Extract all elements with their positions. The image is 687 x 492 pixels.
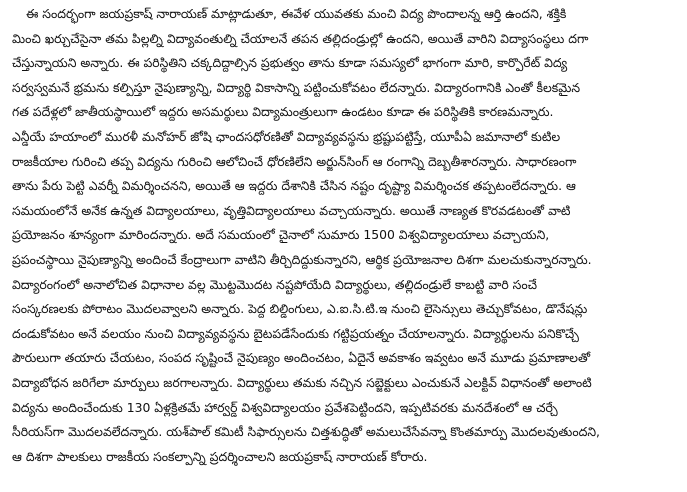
paragraph-line: సమయంలోనే అనేక ఉన్నత విద్యాలయాలు, వృత్తివిద్యాలయాలు వచ్చాయన్నారు. అయితే నాణ్యత కొరవడటంతో వాటి [12,202,571,218]
paragraph-line: ప్రయోజనం శూన్యంగా మారిందన్నారు. అదే సమయంలో చైనాలో సుమారు 1500 విశ్వవిద్యాలయాలు వచ్చాయని, [12,227,550,243]
paragraph-line: పౌరులుగా తయారు చేయటం, సంపద సృష్టించే నైపుణ్యం అందించటం, ఏదైనే అవకాశం ఇవ్వటం అనే మూడు ప్రమాణాలతో [12,350,591,366]
paragraph-line: రాజకీయాల గురించి తప్ప విద్యను గురించి ఆలోచించే ధోరణిలేని అర్జున్‌సింగ్ ఆ రంగాన్ని దెబ్బతీశారన్నారు. సాధారణంగా [12,153,577,169]
paragraph-line: విద్యారంగంలో అనాలోచిత విధానాల వల్ల మొట్టమొదట నష్టపోయేది విద్యార్థులు, తల్లిదండ్రులే కాబట్టి వారి సంచే [12,276,538,292]
paragraph-line: సంస్కరణలకు పోరాటం మొదలవ్వాలని అన్నారు. పెద్ద బిల్డింగులు, ఎ.ఐ.సి.టి.ఇ నుంచి లైసెన్సులు తెచ్చుకోవటం, డొనేషన్లు [12,301,588,317]
paragraph-line: దండుకోవటం అనే వలయం నుంచి విద్యావ్యవస్థను బైటపడేసేందుకు గట్టిప్రయత్నం చేయాలన్నారు. విద్యార్థులను పనికొచ్చే [12,325,579,341]
paragraph-line: విద్యను అందించేందుకు 130 ఏళ్లక్రితమే హార్వర్డ్ విశ్వవిద్యాలయం ప్రవేశపెట్టిందని, ఇప్పటివరకు మనదేశంలో ఆ చర్చే [12,399,558,415]
paragraph-line: విద్యాబోధన జరిగేలా మార్పులు జరగాలన్నారు. విద్యార్థులు తమకు నచ్చిన సబ్జెక్టులు ఎంచుకునే ఎలక్టివ్ విధానంతో అలాంటి [12,374,592,390]
paragraph-line: గత పదేళ్లలో జాతీయస్థాయిలో ఇద్దరు అసమర్థులు విద్యామంత్రులుగా ఉండటం కూడా ఈ పరిస్థితికి కారణమన్నారు. [12,104,554,120]
paragraph-line: చేస్తున్నాయని అన్నారు. ఈ పరిస్థితిని చక్కదిద్దాల్సిన ప్రభుత్వం తాను కూడా సమస్యలో భాగంగా మారి, కార్పొరేట్ విద్య [12,55,568,71]
paragraph-line: సర్వస్వమనే భ్రమను కల్పిస్తూ నైపుణ్యాన్ని, విద్యార్థి వికాసాన్ని పట్టించుకోవటం లేదన్నారు. విద్యారంగానికి ఎంతో కీలకమైన [12,79,581,95]
paragraph-line: ఎన్డీయే హయాంలో మురళీ మనోహర్ జోషి ఛాందసధోరణితో విద్యావ్యవస్థను భ్రష్టుపట్టిస్తే, యూపీఏ జమానాలో కుటిల [12,128,561,144]
paragraph-line: ఆ దిశగా పాలకులు రాజకీయ సంకల్పాన్ని ప్రదర్శించాలని జయప్రకాష్ నారాయణ్ కోరారు. [12,448,428,464]
paragraph-line: తాను పేరు పెట్టి ఎవర్నీ విమర్శించనని, అయితే ఆ ఇద్దరు దేశానికి చేసిన నష్టం దృష్ట్యా విమర్శించక తప్పటంలేదన్నారు. ఆ [12,178,576,194]
paragraph-line: సీరియస్‌గా మొదలవలేదన్నారు. యశ్‌పాల్ కమిటీ సిఫార్సులను చిత్తశుద్ధితో అమలుచేసేవన్నా కొంతమార్పు మొదలవుతుందని, [12,424,600,440]
paragraph-line: మించి ఖర్చుచేసైనా తమ పిల్లల్ని విద్యావంతుల్ని చేయాలనే తపన తల్లిదండ్రుల్లో ఉందని, అయితే వారిని విద్యాసంస్థలు దగా [12,30,589,46]
paragraph-line: ప్రపంచస్థాయి నైపుణ్యాన్ని అందించే కేంద్రాలుగా వాటిని తీర్చిదిద్దుకున్నారని, ఆర్థిక ప్రయోజనాల దిశగా మలచుకున్నారన్నారు. [12,251,592,267]
paragraph-1 [12,2,679,273]
paragraph-2 [12,273,679,470]
paragraph-line: ఈ సందర్భంగా జయప్రకాష్ నారాయణ్ మాట్లాడుతూ, ఈవేళ యువతకు మంచి విద్య పొందాలన్న ఆర్తి ఉందని, శక్తికి [26,6,567,21]
